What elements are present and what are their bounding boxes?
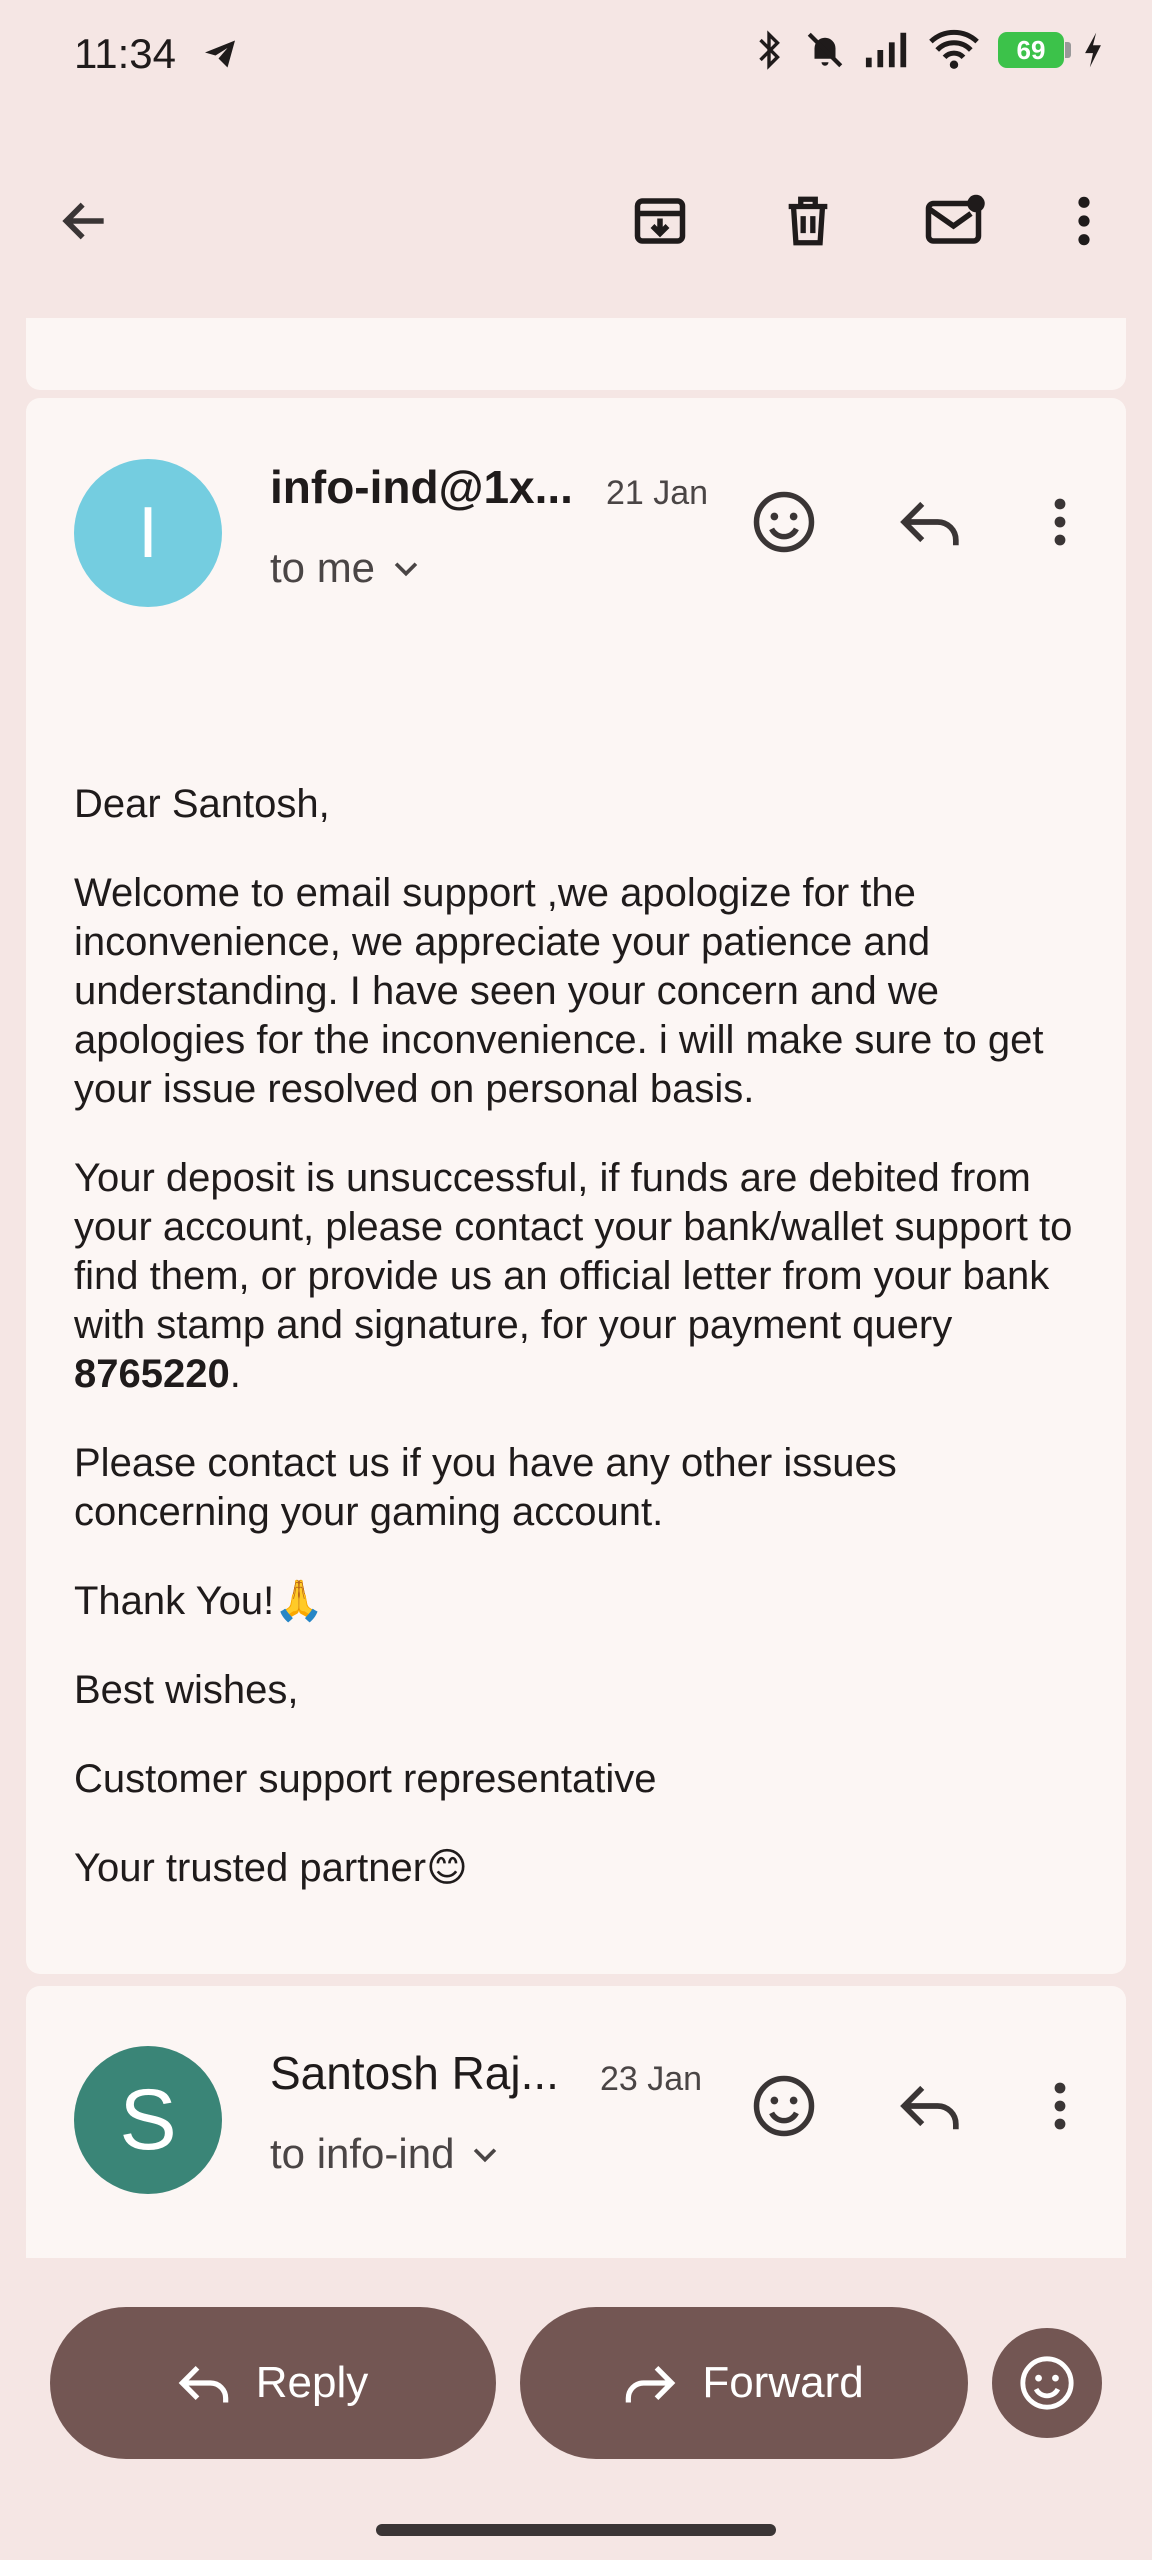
battery-icon <box>998 32 1064 68</box>
sender-name[interactable]: Santosh Raj... <box>270 2047 559 2099</box>
recipient-toggle[interactable] <box>270 2130 502 2178</box>
collapsed-message-card[interactable] <box>26 318 1126 390</box>
wifi-icon <box>928 29 980 71</box>
role-line: Customer support representative <box>74 1757 657 1801</box>
wishes-line: Best wishes, <box>74 1668 299 1712</box>
email-body <box>74 780 1094 1933</box>
emoji-react-icon[interactable] <box>744 482 824 562</box>
emoji-react-icon[interactable] <box>744 2066 824 2146</box>
recipient-label: to me <box>270 544 376 591</box>
forward-label: Forward <box>702 2358 864 2407</box>
more-vert-icon[interactable] <box>1054 186 1114 256</box>
home-indicator[interactable] <box>376 2524 776 2536</box>
delete-icon[interactable] <box>770 186 846 256</box>
body-paragraph <box>74 1154 1094 1399</box>
body-paragraph: Please contact us if you have any other issues concerning your gaming account. <box>74 1441 897 1534</box>
bluetooth-icon <box>752 28 786 72</box>
message-date: 23 Jan <box>600 2060 703 2098</box>
body-text: . <box>229 1352 241 1396</box>
avatar-letter: S <box>119 2071 177 2168</box>
body-text: Your deposit is unsuccessful, if funds are debited from your account, please contact your bank/wallet support to find them, or provide us an official letter from your bank with stamp and signature, for your payment query <box>74 1156 1073 1347</box>
thanks-line: Thank You!🙏 <box>74 1579 324 1623</box>
message-more-icon[interactable] <box>1030 482 1090 562</box>
telegram-icon <box>200 36 240 77</box>
reply-icon[interactable] <box>890 482 970 562</box>
body-paragraph: Welcome to email support ,we apologize for the inconvenience, we appreciate your patience and understanding. I have seen your concern and we apologies for the inconvenience. i will make sure to get your issue resolved on personal basis. <box>74 871 1044 1111</box>
query-number: 8765220 <box>74 1352 230 1396</box>
status-icons <box>752 28 1104 72</box>
chevron-down-icon <box>468 2137 502 2171</box>
avatar-letter: I <box>137 493 158 573</box>
reply-icon[interactable] <box>890 2066 970 2146</box>
avatar[interactable] <box>74 2046 222 2194</box>
reply-icon <box>178 2361 230 2405</box>
message-more-icon[interactable] <box>1030 2066 1090 2146</box>
archive-icon[interactable] <box>622 186 698 256</box>
partner-line: Your trusted partner😊 <box>74 1846 468 1890</box>
bell-off-icon <box>804 29 846 71</box>
signal-icon <box>864 30 910 70</box>
recipient-label: to info-ind <box>270 2130 455 2177</box>
charging-icon <box>1082 31 1104 69</box>
emoji-react-button[interactable] <box>992 2328 1102 2438</box>
sender-name[interactable]: info-ind@1x... <box>270 461 573 513</box>
back-arrow-icon[interactable] <box>50 186 120 256</box>
chevron-down-icon <box>389 551 423 585</box>
greeting: Dear Santosh, <box>74 782 330 826</box>
forward-icon <box>624 2361 676 2405</box>
emoji-icon <box>1018 2354 1076 2412</box>
reply-label: Reply <box>255 2358 369 2407</box>
message-date: 21 Jan <box>606 474 709 512</box>
status-time: 11:34 <box>74 30 176 77</box>
mark-unread-icon[interactable] <box>916 186 996 256</box>
forward-button[interactable] <box>520 2307 968 2459</box>
reply-button[interactable] <box>50 2307 496 2459</box>
battery-level: 69 <box>1016 34 1046 65</box>
recipient-toggle[interactable] <box>270 544 423 592</box>
avatar[interactable] <box>74 459 222 607</box>
